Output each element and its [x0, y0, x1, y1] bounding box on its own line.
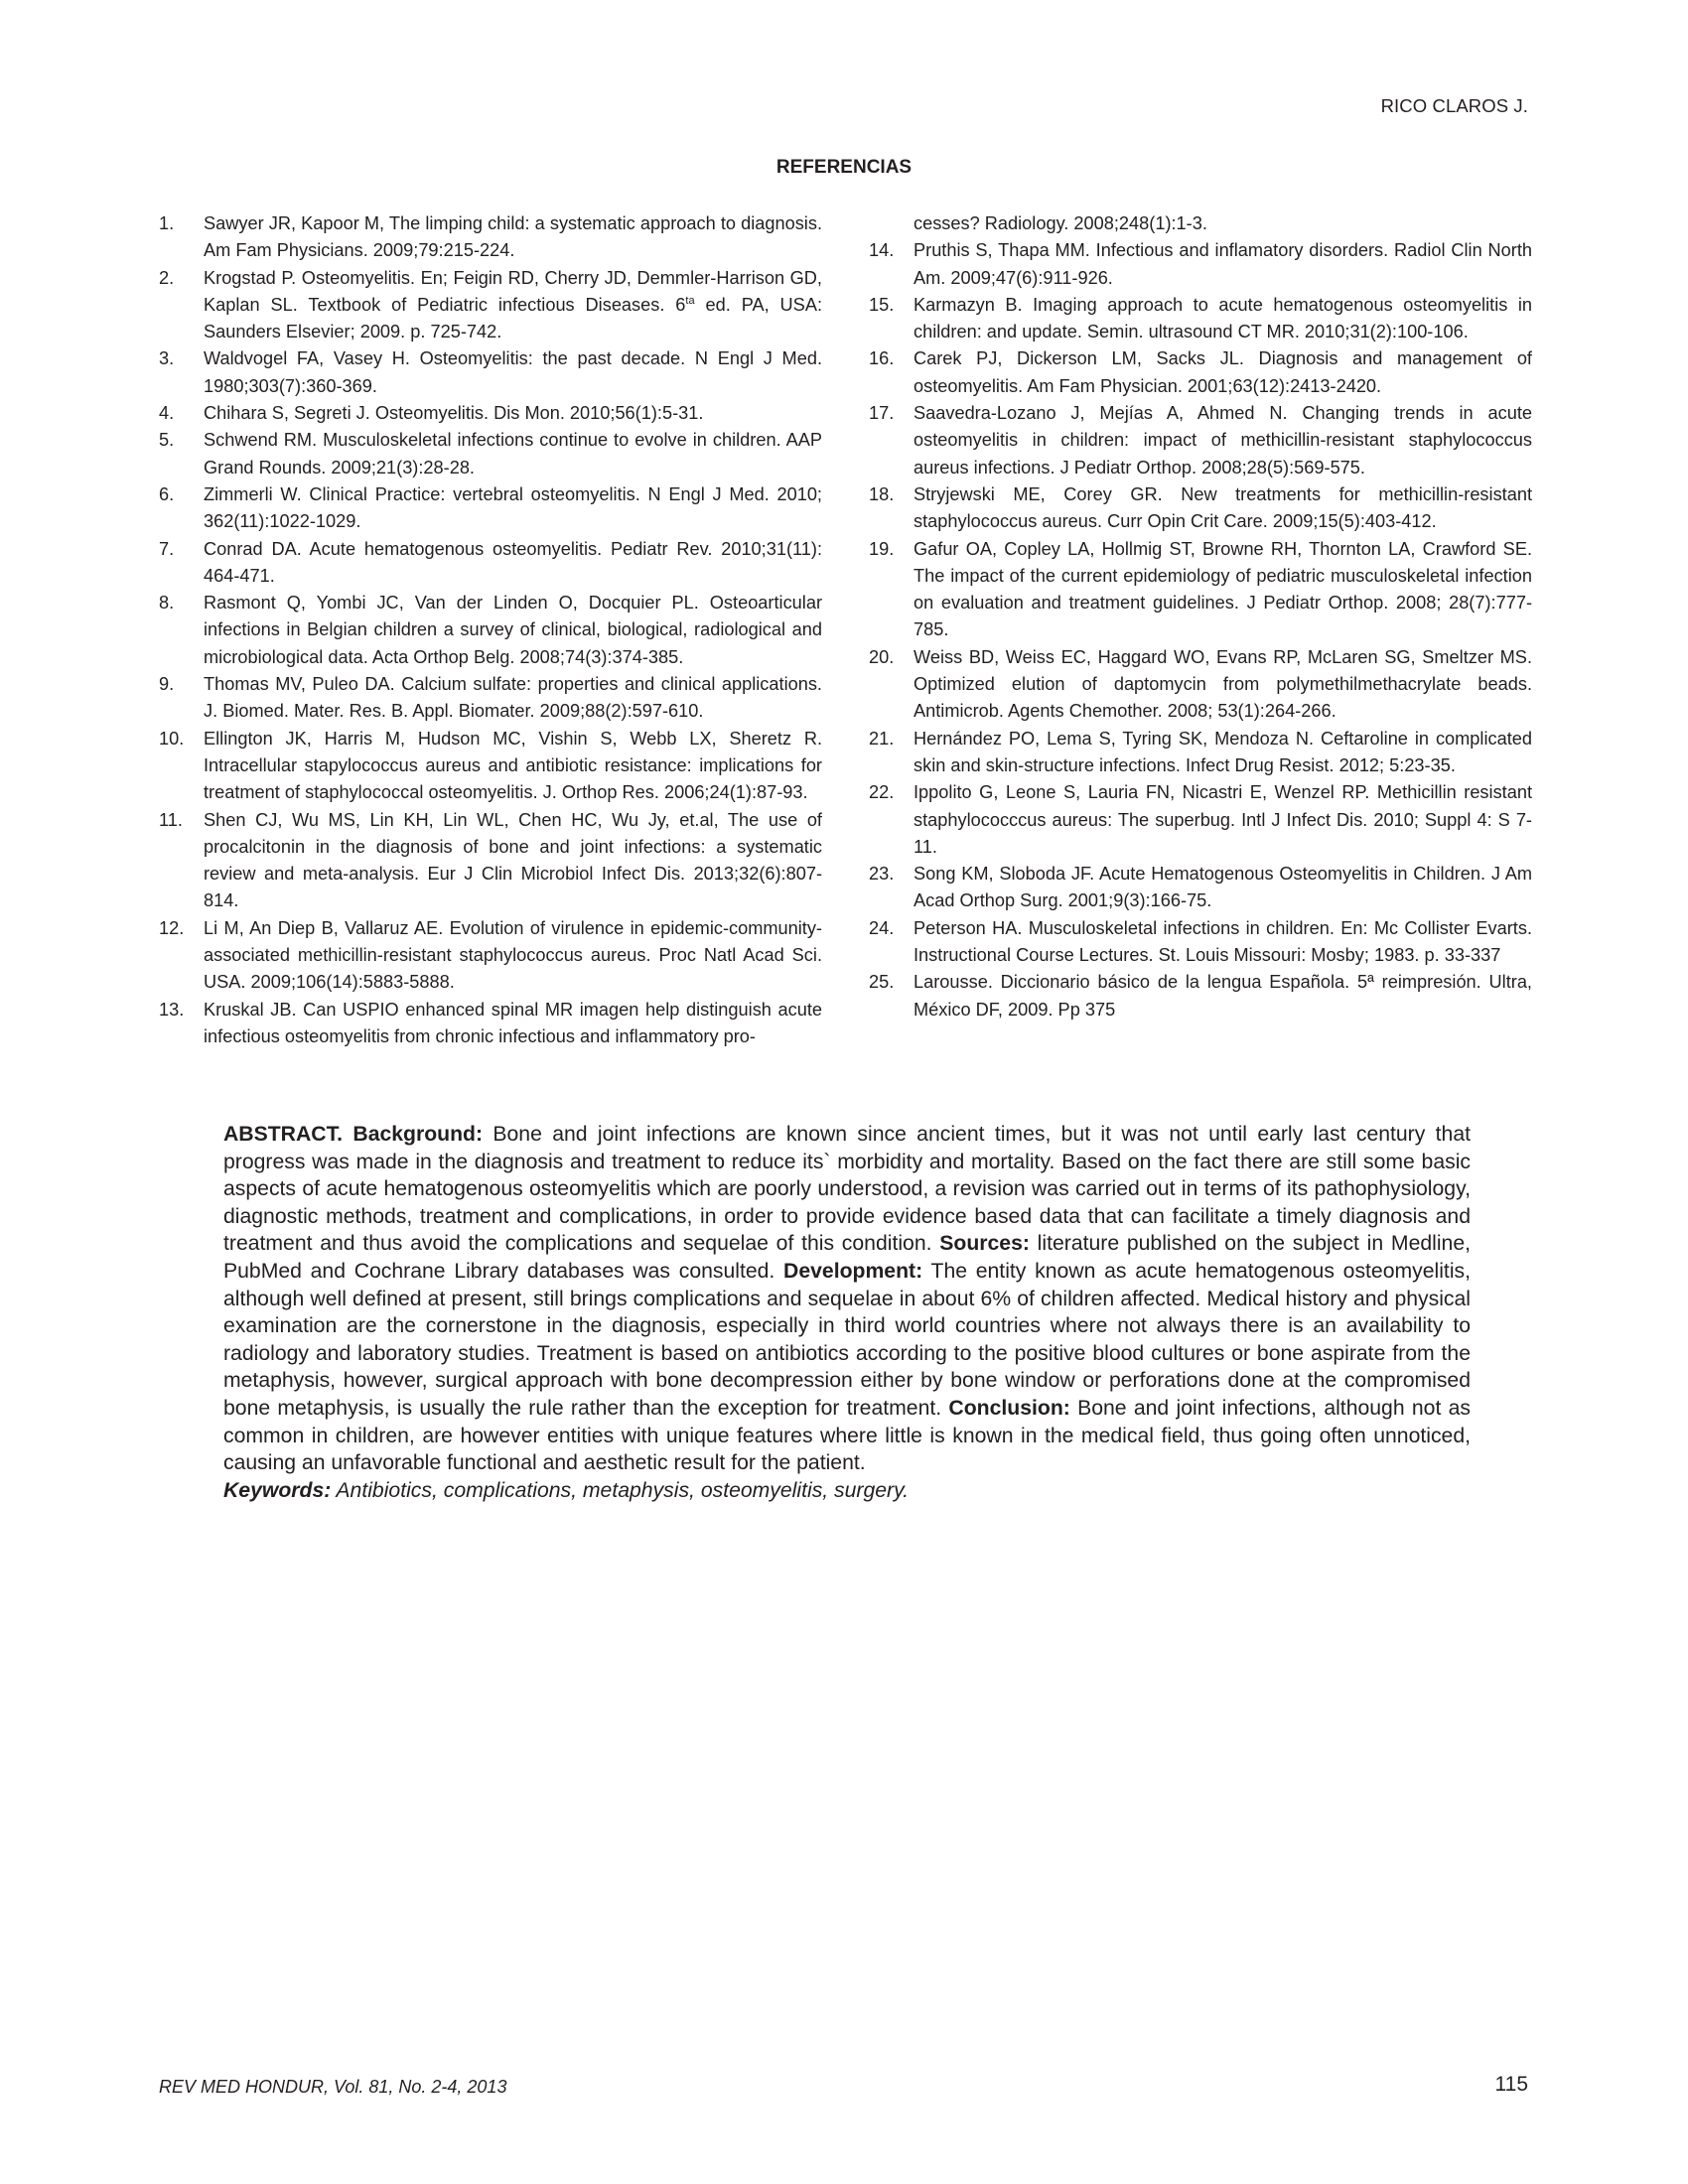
reference-superscript: ta — [685, 294, 695, 307]
reference-item — [159, 345, 822, 400]
reference-text: Stryjewski ME, Corey GR. New treatments for methicillin-resistant staphylococcus aureus. Curr Opin Crit Care. 2009;15(5):403-412. — [914, 483, 1532, 532]
reference-text: Saavedra-Lozano J, Mejías A, Ahmed N. Changing trends in acute osteomyelitis in children: impact of methicillin-resistant staphylococcus aureus infections. J Pediatr Orthop. 2008;28(5):569-575. — [914, 403, 1532, 478]
reference-item — [159, 915, 822, 997]
reference-item — [869, 481, 1532, 536]
reference-text: Thomas MV, Puleo DA. Calcium sulfate: properties and clinical applications. J. Biomed. Mater. Res. B. Appl. Biomater. 2009;88(2):597-610. — [204, 674, 822, 722]
reference-text: Weiss BD, Weiss EC, Haggard WO, Evans RP, McLaren SG, Smeltzer MS. Optimized elution of daptomycin from polymethilmethacrylate beads. Antimicrob. Agents Chemother. 2008; 53(1):264-266. — [914, 646, 1532, 722]
reference-text: Peterson HA. Musculoskeletal infections in children. En: Mc Collister Evarts. Instructional Course Lectures. St. Louis Missouri: Mosby; 1983. p. 33-337 — [914, 917, 1532, 966]
reference-text: Larousse. Diccionario básico de la lengua Española. 5ª reimpresión. Ultra, México DF, 2009. Pp 375 — [914, 972, 1532, 1020]
keywords-text: Antibiotics, complications, metaphysis, osteomyelitis, surgery. — [331, 1478, 910, 1502]
reference-number: 7. — [159, 538, 175, 559]
reference-number: 23. — [869, 864, 895, 885]
reference-number: 21. — [869, 728, 895, 749]
reference-item — [869, 345, 1532, 400]
reference-item — [869, 969, 1532, 1024]
reference-continuation — [869, 210, 1532, 237]
reference-item — [159, 265, 822, 346]
reference-number: 25. — [869, 972, 895, 993]
reference-text: Schwend RM. Musculoskeletal infections continue to evolve in children. AAP Grand Rounds. 2009;21(3):28-28. — [204, 430, 822, 478]
reference-text: Karmazyn B. Imaging approach to acute hematogenous osteomyelitis in children: and update. Semin. ultrasound CT MR. 2010;31(2):100-106. — [914, 294, 1532, 342]
reference-item — [869, 779, 1532, 861]
reference-text-part: ed. PA, USA: Saunders Elsevier; 2009. p. 725-742. — [204, 294, 823, 342]
reference-text: Sawyer JR, Kapoor M, The limping child: a systematic approach to diagnosis. Am Fam Physicians. 2009;79:215-224. — [204, 213, 822, 261]
reference-text: Chihara S, Segreti J. Osteomyelitis. Dis Mon. 2010;56(1):5-31. — [204, 403, 704, 424]
reference-item — [159, 427, 822, 481]
reference-text: Gafur OA, Copley LA, Hollmig ST, Browne RH, Thornton LA, Crawford SE. The impact of the current epidemiology of pediatric musculoskeletal infection on evaluation and treatment guidelines. J Pediatr Orthop. 2008; 28(7):777-785. — [914, 538, 1532, 640]
reference-text — [204, 265, 822, 346]
reference-number: 24. — [869, 917, 895, 938]
reference-number: 16. — [869, 348, 895, 369]
footer-journal-citation: REV MED HONDUR, Vol. 81, No. 2-4, 2013 — [159, 2077, 507, 2097]
reference-text: cesses? Radiology. 2008;248(1):1-3. — [914, 213, 1207, 233]
references-title: REFERENCIAS — [775, 157, 913, 178]
reference-text: Conrad DA. Acute hematogenous osteomyelitis. Pediatr Rev. 2010;31(11): 464-471. — [204, 538, 822, 586]
reference-text: Ellington JK, Harris M, Hudson MC, Vishin S, Webb LX, Sheretz R. Intracellular stapylococcus aureus and antibiotic resistance: implications for treatment of staphylococcal osteomyelitis. J. Orthop Res. 2006;24(1):87-93. — [204, 728, 822, 803]
background-text: Bone and joint infections are known since ancient times, but it was not until early last century that progress was made in the diagnosis and treatment to reduce its` morbidity and mortality. Based on the fact there are still some basic aspects of acute hematogenous osteomyelitis which are poorly understood, a revision was carried out in terms of its pathophysiology, diagnostic methods, treatment and complications, in order to provide evidence based data that can facilitate a timely diagnosis and treatment and thus avoid the complications and sequelae of this condition. — [223, 1123, 1471, 1256]
keywords — [223, 1477, 1471, 1505]
abstract — [223, 1121, 1471, 1504]
reference-number: 17. — [869, 403, 895, 424]
reference-number: 5. — [159, 430, 175, 451]
reference-text: Carek PJ, Dickerson LM, Sacks JL. Diagnosis and management of osteomyelitis. Am Fam Physician. 2001;63(12):2413-2420. — [914, 348, 1532, 396]
reference-item — [159, 726, 822, 807]
reference-text: Zimmerli W. Clinical Practice: vertebral osteomyelitis. N Engl J Med. 2010; 362(11):1022-1029. — [204, 483, 822, 532]
reference-number: 11. — [159, 809, 183, 830]
reference-text: Ippolito G, Leone S, Lauria FN, Nicastri E, Wenzel RP. Methicillin resistant staphylococccus aureus: The superbug. Intl J Infect Dis. 2010; Suppl 4: S 7-11. — [914, 782, 1532, 857]
reference-number: 15. — [869, 294, 895, 315]
abstract-label: ABSTRACT. — [223, 1123, 344, 1146]
reference-item — [159, 671, 822, 726]
reference-text: Hernández PO, Lema S, Tyring SK, Mendoza N. Ceftaroline in complicated skin and skin-structure infections. Infect Drug Resist. 2012; 5:23-35. — [914, 728, 1532, 775]
reference-number: 9. — [159, 674, 175, 695]
reference-text: Pruthis S, Thapa MM. Infectious and inflamatory disorders. Radiol Clin North Am. 2009;47(6):911-926. — [914, 240, 1532, 288]
reference-text: Li M, An Diep B, Vallaruz AE. Evolution of virulence in epidemic-community-associated methicillin-resistant staphylococcus aureus. Proc Natl Acad Sci. USA. 2009;106(14):5883-5888. — [204, 917, 822, 993]
reference-number: 4. — [159, 403, 175, 424]
references-section — [159, 210, 1532, 1050]
reference-number: 18. — [869, 483, 895, 504]
references-left-column — [159, 210, 822, 1050]
reference-item — [159, 807, 822, 915]
reference-item — [159, 210, 822, 265]
reference-text: Rasmont Q, Yombi JC, Van der Linden O, Docquier PL. Osteoarticular infections in Belgian children a survey of clinical, biological, radiological and microbiological data. Acta Orthop Belg. 2008;74(3):374-385. — [204, 593, 822, 667]
keywords-label: Keywords: — [223, 1478, 332, 1502]
conclusion-text: Bone and joint infections, although not as common in children, are however entities with unique features where little is known in the medical field, thus going often unnoticed, causing an unfavorable functional and aesthetic result for the patient. — [223, 1396, 1471, 1475]
sources-label: Sources: — [939, 1232, 1030, 1256]
reference-number: 13. — [159, 999, 185, 1020]
running-head: RICO CLAROS J. — [1380, 95, 1528, 116]
abstract-paragraph — [223, 1121, 1471, 1477]
reference-item — [159, 997, 822, 1051]
conclusion-label: Conclusion: — [948, 1396, 1070, 1420]
development-label: Development: — [783, 1259, 923, 1283]
reference-item — [159, 481, 822, 536]
reference-number: 8. — [159, 593, 175, 614]
references-right-column — [869, 210, 1532, 1050]
reference-item — [159, 590, 822, 671]
footer-page-number: 115 — [1494, 2073, 1528, 2096]
reference-item — [869, 726, 1532, 780]
reference-number: 19. — [869, 538, 895, 559]
reference-number: 14. — [869, 240, 895, 261]
reference-item — [869, 536, 1532, 644]
reference-item — [869, 644, 1532, 726]
reference-text: Shen CJ, Wu MS, Lin KH, Lin WL, Chen HC, Wu Jy, et.al, The use of procalcitonin in the diagnosis of bone and joint infections: a systematic review and meta-analysis. Eur J Clin Microbiol Infect Dis. 2013;32(6):807-814. — [204, 809, 822, 911]
reference-item — [869, 400, 1532, 481]
reference-number: 10. — [159, 728, 185, 749]
reference-text: Song KM, Sloboda JF. Acute Hematogenous Osteomyelitis in Children. J Am Acad Orthop Surg. 2001;9(3):166-75. — [914, 864, 1532, 911]
reference-number: 3. — [159, 348, 175, 369]
reference-number: 22. — [869, 782, 895, 803]
reference-item — [869, 292, 1532, 346]
reference-item — [869, 237, 1532, 292]
reference-item — [159, 400, 822, 427]
reference-number: 1. — [159, 213, 175, 233]
reference-number: 20. — [869, 646, 895, 667]
reference-number: 6. — [159, 483, 175, 504]
background-label: Background: — [352, 1123, 484, 1146]
reference-text: Kruskal JB. Can USPIO enhanced spinal MR imagen help distinguish acute infectious osteomyelitis from chronic infectious and inflammatory pro- — [204, 999, 822, 1046]
reference-number: 12. — [159, 917, 185, 938]
reference-item — [159, 536, 822, 591]
reference-number: 2. — [159, 267, 175, 288]
sources-text: literature published on the subject in Medline, PubMed and Cochrane Library databases was consulted. — [223, 1232, 1471, 1283]
development-text: The entity known as acute hematogenous osteomyelitis, although well defined at present, still brings complications and sequelae in about 6% of children affected. Medical history and physical examination are the cornerstone in the diagnosis, especially in third world countries where not always there is an availability to radiology and laboratory studies. Treatment is based on antibiotics according to the positive blood cultures or bone aspirate from the metaphysis, however, surgical approach with bone decompression either by bone window or perforations done at the compromised bone metaphysis, is usually the rule rather than the exception for treatment. — [223, 1259, 1472, 1420]
reference-item — [869, 861, 1532, 915]
reference-text-part: Krogstad P. Osteomyelitis. En; Feigin RD, Cherry JD, Demmler-Harrison GD, Kaplan SL. Textbook of Pediatric infectious Diseases. 6 — [204, 267, 822, 315]
reference-item — [869, 915, 1532, 970]
reference-text: Waldvogel FA, Vasey H. Osteomyelitis: the past decade. N Engl J Med. 1980;303(7):360-369. — [204, 348, 822, 396]
